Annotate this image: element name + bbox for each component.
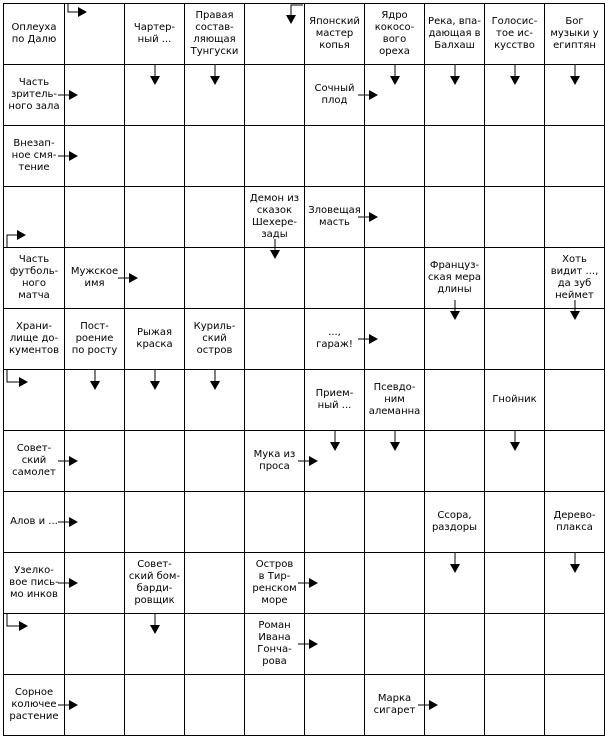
answer-cell[interactable] [65, 675, 125, 736]
clue-cell [4, 492, 65, 553]
clue-cell [305, 309, 365, 370]
answer-cell[interactable] [305, 431, 365, 492]
clue-text: Гнойник [492, 394, 537, 405]
clue-text: Прием- ный ... [315, 388, 354, 411]
clue-cell [365, 675, 425, 736]
answer-cell[interactable] [245, 492, 305, 553]
clue-text: Ссора, раздоры [431, 510, 478, 533]
arrow-down-icon [210, 370, 220, 390]
clue-text: Совет- ский бом- барди- ровщик [128, 559, 181, 606]
answer-cell[interactable] [65, 553, 125, 614]
answer-cell[interactable] [425, 553, 485, 614]
corner-arrow-down-right-icon [67, 4, 87, 18]
answer-cell[interactable] [545, 675, 605, 736]
answer-cell[interactable] [365, 614, 425, 675]
clue-text: Пост- роение по росту [71, 321, 118, 356]
answer-cell[interactable] [4, 187, 65, 248]
grid-row [4, 187, 605, 248]
clue-cell [425, 248, 485, 309]
grid-row [4, 370, 605, 431]
arrow-down-icon [150, 614, 160, 634]
clue-text: Чартер- ный ... [133, 22, 176, 45]
clue-cell [425, 492, 485, 553]
clue-cell [185, 4, 245, 65]
answer-cell[interactable] [545, 126, 605, 187]
answer-cell[interactable] [185, 187, 245, 248]
corner-arrow-down-right-icon [6, 370, 28, 388]
clue-text: Демон из сказок Шехере- зады [249, 193, 300, 240]
arrow-down-icon [390, 65, 400, 85]
clue-text: Роман Ивана Гонча- рова [257, 620, 292, 667]
clue-cell [4, 4, 65, 65]
clue-cell [65, 248, 125, 309]
answer-cell[interactable] [305, 553, 365, 614]
grid-row [4, 614, 605, 675]
answer-cell[interactable] [365, 126, 425, 187]
clue-cell [545, 248, 605, 309]
answer-cell[interactable] [185, 431, 245, 492]
clue-cell [4, 431, 65, 492]
grid-row [4, 65, 605, 126]
answer-cell[interactable] [425, 675, 485, 736]
answer-cell[interactable] [545, 614, 605, 675]
answer-cell[interactable] [185, 370, 245, 431]
clue-cell [245, 614, 305, 675]
arrow-down-icon [570, 65, 580, 85]
clue-text: Дерево- плакса [553, 510, 596, 533]
answer-cell[interactable] [425, 187, 485, 248]
clue-cell [4, 65, 65, 126]
answer-cell[interactable] [4, 614, 65, 675]
answer-cell[interactable] [125, 126, 185, 187]
arrow-down-icon [150, 370, 160, 390]
clue-cell [245, 187, 305, 248]
answer-cell[interactable] [545, 553, 605, 614]
clue-text: Бог музыки у египтян [550, 16, 599, 51]
clue-cell [4, 553, 65, 614]
arrow-down-icon [450, 65, 460, 85]
clue-text: Узелко- вое пись- мо инков [9, 565, 59, 600]
answer-cell[interactable] [185, 675, 245, 736]
answer-cell[interactable] [125, 248, 185, 309]
clue-cell [4, 309, 65, 370]
answer-cell[interactable] [365, 65, 425, 126]
clue-cell [245, 431, 305, 492]
clue-text: Марка сигарет [373, 693, 416, 716]
arrow-down-icon [450, 553, 460, 573]
answer-cell[interactable] [425, 65, 485, 126]
answer-cell[interactable] [125, 492, 185, 553]
clue-text: Сочный плод [314, 83, 355, 106]
clue-cell [245, 553, 305, 614]
clue-text: Сорное колючее растение [9, 687, 59, 722]
answer-cell[interactable] [185, 248, 245, 309]
answer-cell[interactable] [485, 65, 545, 126]
answer-cell[interactable] [65, 431, 125, 492]
answer-cell[interactable] [305, 675, 365, 736]
clue-cell [65, 309, 125, 370]
answer-cell[interactable] [305, 126, 365, 187]
clue-text: Куриль- ский остров [193, 321, 236, 356]
answer-cell[interactable] [305, 248, 365, 309]
arrow-down-icon [330, 431, 340, 451]
corner-arrow-right-down-icon [283, 4, 303, 24]
answer-cell[interactable] [545, 431, 605, 492]
clue-text: Псевдо- ним алеманна [368, 382, 421, 417]
arrow-down-icon [570, 553, 580, 573]
arrow-down-icon [390, 431, 400, 451]
arrow-down-icon [90, 370, 100, 390]
grid-row [4, 431, 605, 492]
clue-text: Храни- лище до- кументов [8, 321, 60, 356]
clue-cell [545, 492, 605, 553]
corner-arrow-up-right-icon [6, 229, 26, 247]
answer-cell[interactable] [65, 370, 125, 431]
answer-cell[interactable] [125, 187, 185, 248]
answer-cell[interactable] [485, 248, 545, 309]
answer-cell[interactable] [245, 370, 305, 431]
answer-cell[interactable] [425, 126, 485, 187]
grid-row [4, 675, 605, 736]
clue-text: Рыжая краска [136, 327, 173, 350]
answer-cell[interactable] [125, 614, 185, 675]
answer-cell[interactable] [185, 614, 245, 675]
clue-cell [4, 248, 65, 309]
answer-cell[interactable] [365, 431, 425, 492]
arrow-down-icon [210, 65, 220, 85]
answer-cell[interactable] [65, 4, 125, 65]
answer-cell[interactable] [425, 431, 485, 492]
answer-cell[interactable] [545, 309, 605, 370]
answer-cell[interactable] [185, 126, 245, 187]
answer-cell[interactable] [305, 614, 365, 675]
answer-cell[interactable] [545, 65, 605, 126]
clue-text: Голосис- тое ис- кусство [491, 16, 538, 51]
clue-cell [485, 4, 545, 65]
clue-text: Хоть видит ..., да зуб неймет [550, 254, 599, 301]
answer-cell[interactable] [65, 614, 125, 675]
clue-cell [365, 370, 425, 431]
answer-cell[interactable] [65, 65, 125, 126]
answer-cell[interactable] [185, 65, 245, 126]
answer-cell[interactable] [365, 492, 425, 553]
clue-cell [305, 4, 365, 65]
arrow-down-icon [510, 431, 520, 451]
clue-cell [4, 126, 65, 187]
answer-cell[interactable] [425, 309, 485, 370]
answer-cell[interactable] [185, 492, 245, 553]
answer-cell[interactable] [485, 675, 545, 736]
clue-text: Алов и ... [10, 516, 58, 527]
corner-arrow-down-right-icon [6, 614, 28, 632]
answer-cell[interactable] [485, 126, 545, 187]
clue-text: Правая состав- ляющая Тунгуски [190, 10, 239, 57]
answer-cell[interactable] [245, 248, 305, 309]
answer-cell[interactable] [305, 492, 365, 553]
clue-cell [365, 4, 425, 65]
clue-text: Зловещая масть [308, 205, 361, 228]
grid-row [4, 126, 605, 187]
answer-cell[interactable] [545, 187, 605, 248]
clue-cell [4, 675, 65, 736]
answer-cell[interactable] [485, 553, 545, 614]
clue-text: Часть зритель- ного зала [8, 77, 60, 112]
clue-text: Француз- ская мера длины [427, 260, 482, 295]
arrow-down-icon [150, 65, 160, 85]
clue-cell [305, 187, 365, 248]
answer-cell[interactable] [125, 675, 185, 736]
arrow-down-icon [510, 65, 520, 85]
answer-cell[interactable] [365, 248, 425, 309]
answer-cell[interactable] [65, 126, 125, 187]
answer-cell[interactable] [425, 370, 485, 431]
answer-cell[interactable] [245, 65, 305, 126]
answer-cell[interactable] [245, 126, 305, 187]
answer-cell[interactable] [365, 553, 425, 614]
answer-cell[interactable] [485, 492, 545, 553]
clue-text: Внезап- ное смя- тение [11, 138, 57, 173]
answer-cell[interactable] [245, 675, 305, 736]
answer-cell[interactable] [65, 187, 125, 248]
grid-row [4, 4, 605, 65]
answer-cell[interactable] [365, 187, 425, 248]
grid-row [4, 248, 605, 309]
clue-cell [425, 4, 485, 65]
clue-text: Река, впа- дающая в Балхаш [428, 16, 481, 51]
clue-text: ..., гараж! [316, 327, 353, 350]
answer-cell[interactable] [125, 370, 185, 431]
clue-text: Мука из проса [253, 449, 296, 472]
clue-text: Остров в Тир- ренском море [252, 559, 297, 606]
grid-row [4, 309, 605, 370]
clue-text: Ядро кокосо- вого ореха [374, 10, 415, 57]
answer-cell[interactable] [365, 309, 425, 370]
answer-cell[interactable] [245, 309, 305, 370]
clue-cell [305, 370, 365, 431]
clue-cell [125, 553, 185, 614]
grid-row [4, 492, 605, 553]
clue-text: Совет- ский самолет [12, 443, 56, 478]
answer-cell[interactable] [485, 187, 545, 248]
clue-cell [185, 309, 245, 370]
answer-cell[interactable] [125, 65, 185, 126]
clue-text: Часть футболь- ного матча [9, 254, 59, 301]
clue-text: Мужское имя [70, 266, 119, 289]
answer-cell[interactable] [545, 370, 605, 431]
answer-cell[interactable] [245, 4, 305, 65]
clue-cell [485, 370, 545, 431]
clue-cell [125, 309, 185, 370]
answer-cell[interactable] [185, 553, 245, 614]
answer-cell[interactable] [485, 614, 545, 675]
clue-text: Японский мастер копья [309, 16, 360, 51]
grid-row [4, 553, 605, 614]
clue-cell [305, 65, 365, 126]
answer-cell[interactable] [4, 370, 65, 431]
clue-text: Оплеуха по Далю [11, 22, 57, 45]
clue-cell [545, 4, 605, 65]
answer-cell[interactable] [485, 431, 545, 492]
answer-cell[interactable] [125, 431, 185, 492]
clue-cell [125, 4, 185, 65]
answer-cell[interactable] [65, 492, 125, 553]
answer-cell[interactable] [425, 614, 485, 675]
answer-cell[interactable] [485, 309, 545, 370]
crossword-grid [3, 3, 605, 736]
